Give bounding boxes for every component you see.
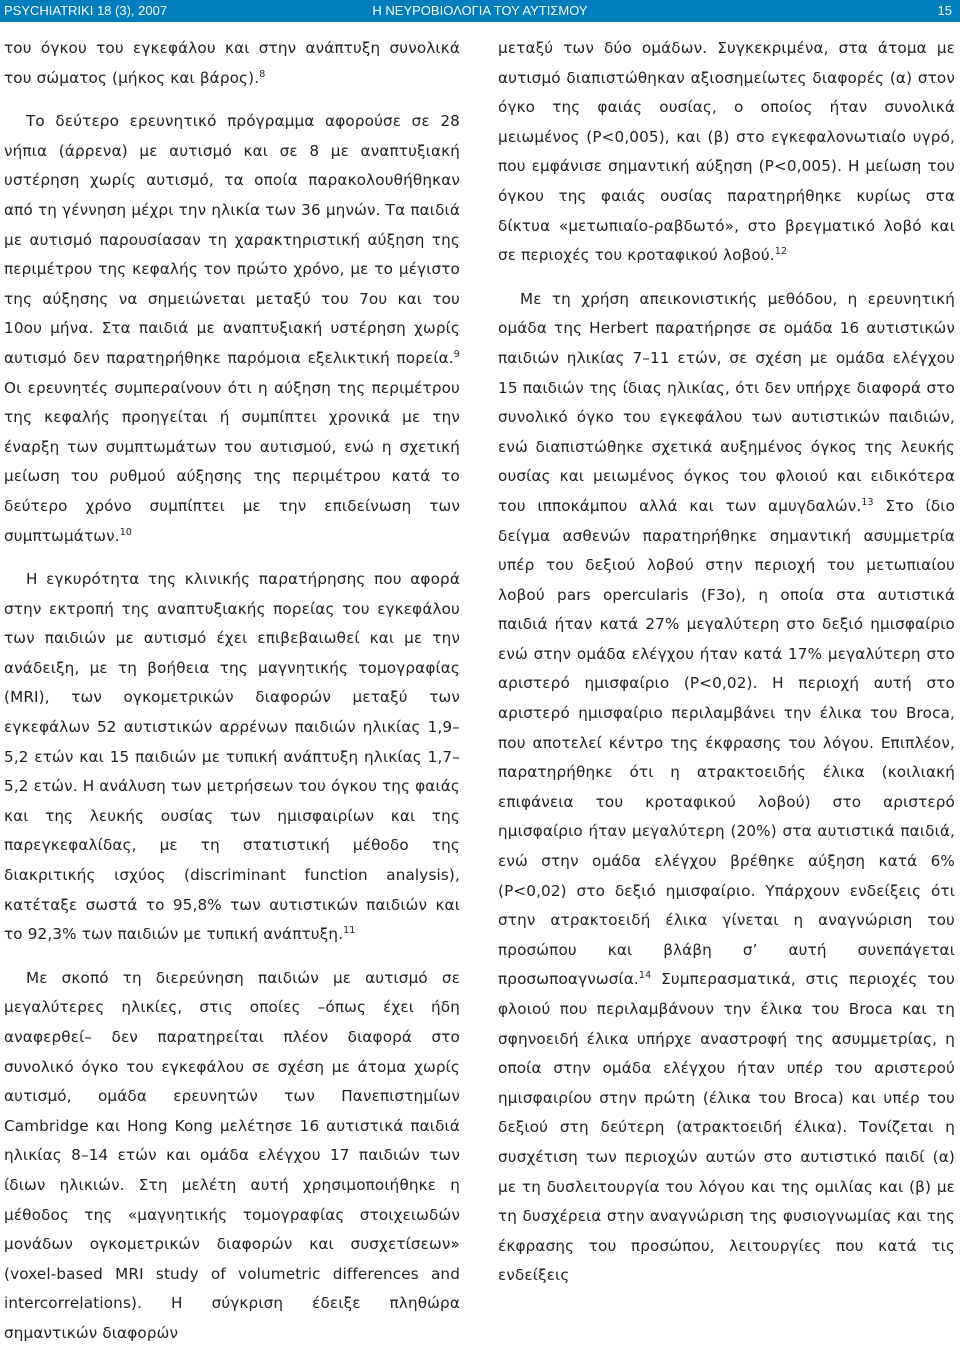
paragraph-text: Με σκοπό τη διερεύνηση παιδιών με αυτισμό σε μεγαλύτερες ηλικίες, στις οποίες –όπως έχει ήδη αναφερθεί– δεν παρατηρείται πλέον διαφορά στο συνολικό όγκο του εγκεφάλου σε σχέση με άτομα χωρίς αυτισμό, ομάδα ερευνητών των Πανεπιστημίων Cambridge και Hong Kong μελέτησε 16 αυτιστικά παιδιά ηλικίας 8–14 ετών και ομάδα ελέγχου 17 παιδιών των ίδιων ηλικιών. Στη μελέτη αυτή χρησιμοποιήθηκε η μέθοδος της «μαγνητικής τομογραφίας στοιχειωδών μονάδων ογκομετρικών διαφορών και συσχετίσεων» (voxel-based MRI study of volumetric differences and intercorrelations). Η σύγκριση έδειξε πληθώρα σημαντικών διαφορών xyxy=(4,968,460,1342)
page-number: 15 xyxy=(937,3,952,18)
reference-number: 14 xyxy=(638,970,652,982)
running-header xyxy=(0,0,960,22)
left-column xyxy=(4,34,460,1342)
paragraph xyxy=(498,285,955,1291)
paragraph-text: Με τη χρήση απεικονιστικής μεθόδου, η ερευνητική ομάδα της Herbert παρατήρησε σε ομάδα 16 αυτιστικών παιδιών ηλικίας 7–11 ετών, σε σχέση με ομάδα ελέγχου 15 παιδιών της ίδιας ηλικίας, ότι δεν υπήρχε διαφορά στο συνολικό όγκο του εγκεφάλου των αυτιστικών παιδιών, ενώ διαπιστώθηκε σχετικά αυξημένος όγκος της λευκής ουσίας και μειωμένος όγκος του φλοιού και ειδικότερα του ιπποκάμπου αλλά και των αμυγδαλών. xyxy=(498,289,955,515)
paragraph-text: του όγκου του εγκεφάλου και στην ανάπτυξη συνολικά του σώματος (μήκος και βάρος). xyxy=(4,39,460,87)
right-column xyxy=(498,34,955,1326)
paragraph-text: Οι ερευνητές συμπεραίνουν ότι η αύξηση της περιμέτρου της κεφαλής προηγείται ή συμπίπτει χρονικά με την έναρξη των συμπτωμάτων του αυτισμού, ενώ η σχετική μείωση του ρυθμού αύξησης της περιμέτρου κατά το δεύτερο χρόνο συμπίπτει με την επιδείνωση των συμπτωμάτων. xyxy=(4,378,460,545)
reference-number: 13 xyxy=(861,496,874,508)
journal-citation: PSYCHIATRIKI 18 (3), 2007 xyxy=(4,3,168,18)
reference-number: 12 xyxy=(774,246,788,258)
paragraph-text: Συμπερασματικά, στις περιοχές του φλοιού που περιλαμβάνουν την έλικα του Broca και τη σφηνοειδή έλικα υπήρχε αναστροφή της ασυμμετρίας, η οποία στην ομάδα ελέγχου ήταν υπέρ του αριστερού ημισφαιρίου στην πρώτη (έλικα του Broca) και υπέρ του δεξιού στη δεύτερη (ατρακτοειδή έλικα). Τονίζεται η συσχέτιση των περιοχών αυτών στο αυτιστικό παιδί (α) με τη δυσλειτουργία του λόγου και της ομιλίας και (β) με τη δυσχέρεια στην αναγνώριση της φυσιογνωμίας και της έκφρασης του προσώπου, λειτουργίες που κατά τις ενδείξεις xyxy=(498,970,955,1285)
reference-number: 10 xyxy=(119,526,133,538)
paragraph xyxy=(4,107,460,551)
reference-number: 9 xyxy=(453,348,460,360)
paragraph xyxy=(4,34,460,93)
paragraph xyxy=(4,565,460,950)
paragraph-text: Η εγκυρότητα της κλινικής παρατήρησης που αφορά στην εκτροπή της αναπτυξιακής πορείας του εγκεφάλου των παιδιών με αυτισμό έχει επιβεβαιωθεί και με την ανάδειξη, με τη βοήθεια της μαγνητικής τομογραφίας (MRI), των ογκομετρικών διαφορών μεταξύ των εγκεφάλων 52 αυτιστικών αρρένων παιδιών ηλικίας 1,9–5,2 ετών και 15 παιδιών με τυπική ανάπτυξη ηλικίας 1,7–5,2 ετών. Η ανάλυση των μετρήσεων του όγκου της φαιάς και της λευκής ουσίας των ημισφαιρίων και της παρεγκεφαλίδας, με τη στατιστική μέθοδο της διακριτικής ισχύος (discriminant function analysis), κατέταξε σωστά το 95,8% των αυτιστικών παιδιών και το 92,3% των παιδιών με τυπική ανάπτυξη. xyxy=(4,570,460,944)
paragraph-text: Το δεύτερο ερευνητικό πρόγραμμα αφορούσε σε 28 νήπια (άρρενα) με αυτισμό και σε 8 με αναπτυξιακή υστέρηση χωρίς αυτισμό, τα οποία παρακολουθήθηκαν από τη γέννηση μέχρι την ηλικία των 36 μηνών. Τα παιδιά με αυτισμό παρουσίασαν τη χαρακτηριστική αύξηση της περιμέτρου της κεφαλής τον πρώτο χρόνο, με το μέγιστο της αύξησης να σημειώνεται μεταξύ του 7ου και του 10ου μήνα. Στα παιδιά με αναπτυξιακή υστέρηση χωρίς αυτισμό δεν παρατηρήθηκε παρόμοια εξελικτική πορεία. xyxy=(4,112,460,367)
paragraph-text: μεταξύ των δύο ομάδων. Συγκεκριμένα, στα άτομα με αυτισμό διαπιστώθηκαν αξιοσημείωτες διαφορές (α) στον όγκο της φαιάς ουσίας, ο οποίος ήταν συνολικά μειωμένος (P<0,005), και (β) στο εγκεφαλονωτιαίο υγρό, που εμφάνισε σημαντική αύξηση (P<0,005). Η μείωση του όγκου της φαιάς ουσίας παρατηρήθηκε κυρίως στα δίκτυα «μετωπιαίο-ραβδωτό», στο βρεγματικό λοβό και σε περιοχές του κροταφικού λοβού. xyxy=(498,39,955,265)
running-title: Η ΝΕΥΡΟΒΙΟΛΟΓΙΑ ΤΟΥ ΑΥΤΙΣΜΟΥ xyxy=(372,3,588,18)
reference-number: 11 xyxy=(343,925,356,937)
paragraph xyxy=(4,964,460,1349)
paragraph xyxy=(498,34,955,271)
reference-number: 8 xyxy=(259,68,266,80)
paragraph-text: Στο ίδιο δείγμα ασθενών παρατηρήθηκε σημαντική ασυμμετρία υπέρ του δεξιού λοβού στην περιοχή του μετωπιαίου λοβού pars opercularis (F3o), η οποία στα αυτιστικά παιδιά ήταν κατά 27% μεγαλύτερη στο δεξιό ημισφαίριο ενώ στην ομάδα ελέγχου ήταν κατά 17% μεγαλύτερη στο αριστερό ημισφαίριο (P<0,02). Η περιοχή αυτή στο αριστερό ημισφαίριο περιλαμβάνει την έλικα του Broca, που αποτελεί κέντρο της έκφρασης του λόγου. Επιπλέον, παρατηρήθηκε ότι η ατρακτοειδής έλικα (κοιλιακή επιφάνεια του κροταφικού λοβού) στο αριστερό ημισφαίριο ήταν μεγαλύτερη (20%) στα αυτιστικά παιδιά, ενώ στην ομάδα ελέγχου βρέθηκε αύξηση κατά 6% (P<0,02) στο δεξιό ημισφαίριο. Υπάρχουν ενδείξεις ότι στην ατρακτοειδή έλικα γίνεται η αναγνώριση του προσώπου και βλάβη σ’ αυτή συνεπάγεται προσωποαγνωσία. xyxy=(498,496,956,989)
